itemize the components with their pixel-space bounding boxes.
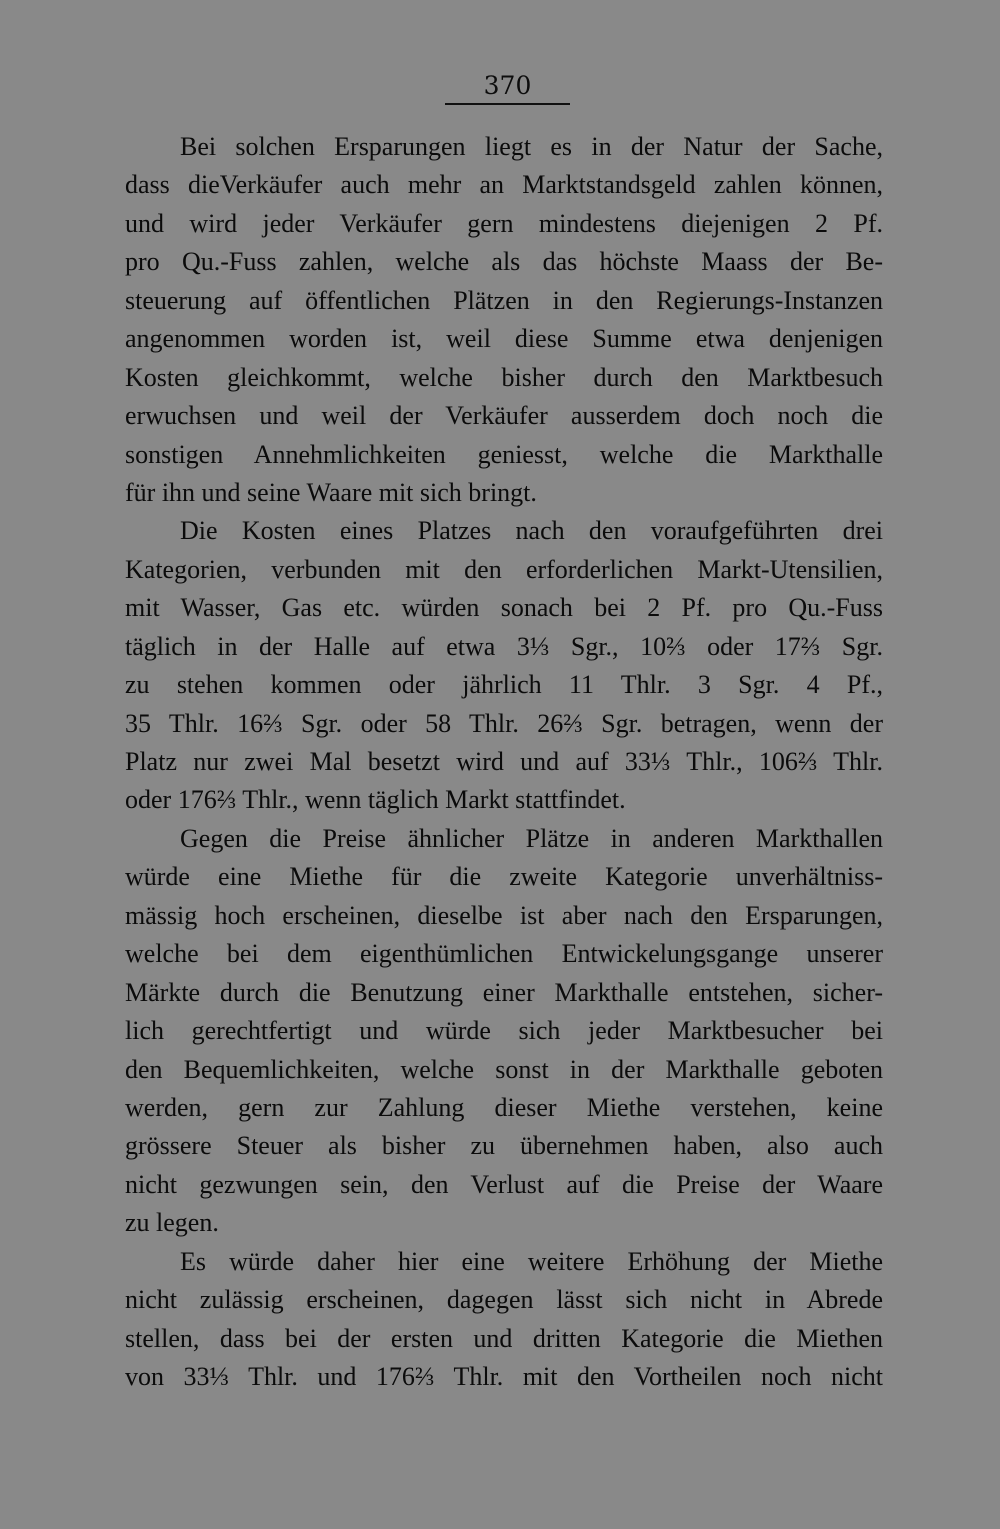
text-line: dass dieVerkäufer auch mehr an Marktstandsgeld zahlen können, <box>125 170 883 200</box>
text-line: zu stehen kommen oder jährlich 11 Thlr. 3 Sgr. 4 Pf., <box>125 670 883 700</box>
text-line: pro Qu.-Fuss zahlen, welche als das höchste Maass der Be- <box>125 247 883 277</box>
text-line: nicht zulässig erscheinen, dagegen lässt sich nicht in Abrede <box>125 1285 883 1315</box>
text-line: lich gerechtfertigt und würde sich jeder Marktbesucher bei <box>125 1016 883 1046</box>
text-line: den Bequemlichkeiten, welche sonst in der Markthalle geboten <box>125 1054 883 1084</box>
text-line: welche bei dem eigenthümlichen Entwickelungsgange unserer <box>125 939 883 969</box>
page-number: 370 <box>445 70 570 105</box>
text-line: täglich in der Halle auf etwa 3⅓ Sgr., 10⅔ oder 17⅔ Sgr. <box>125 631 883 661</box>
text-line: Platz nur zwei Mal besetzt wird und auf 33⅓ Thlr., 106⅔ Thlr. <box>125 747 883 776</box>
text-line: und wird jeder Verkäufer gern mindestens diejenigen 2 Pf. <box>125 208 883 238</box>
text-line: Märkte durch die Benutzung einer Markthalle entstehen, sicher- <box>125 977 883 1007</box>
text-line: grössere Steuer als bisher zu übernehmen haben, also auch <box>125 1131 883 1161</box>
text-line: Bei solchen Ersparungen liegt es in der Natur der Sache, <box>180 132 883 161</box>
text-line: Gegen die Preise ähnlicher Plätze in anderen Markthallen <box>180 823 883 853</box>
text-line: stellen, dass bei der ersten und dritten Kategorie die Miethen <box>125 1323 883 1353</box>
text-line: oder 176⅔ Thlr., wenn täglich Markt stattfindet. <box>125 785 626 815</box>
text-line: zu legen. <box>125 1208 219 1238</box>
text-line: von 33⅓ Thlr. und 176⅔ Thlr. mit den Vortheilen noch nicht <box>125 1362 883 1391</box>
text-line: Die Kosten eines Platzes nach den voraufgeführten drei <box>180 516 883 546</box>
text-line: Kategorien, verbunden mit den erforderlichen Markt-Utensilien, <box>125 554 883 584</box>
text-line: erwuchsen und weil der Verkäufer ausserdem doch noch die <box>125 401 883 431</box>
text-line: angenommen worden ist, weil diese Summe etwa denjenigen <box>125 324 883 354</box>
text-line: Kosten gleichkommt, welche bisher durch den Marktbesuch <box>125 362 883 392</box>
text-line: sonstigen Annehmlichkeiten geniesst, welche die Markthalle <box>125 439 883 469</box>
text-line: würde eine Miethe für die zweite Kategorie unverhältniss- <box>125 862 883 892</box>
text-line: 35 Thlr. 16⅔ Sgr. oder 58 Thlr. 26⅔ Sgr. betragen, wenn der <box>125 708 883 738</box>
text-line: werden, gern zur Zahlung dieser Miethe verstehen, keine <box>125 1092 883 1122</box>
body-text <box>125 128 883 1396</box>
text-line: steuerung auf öffentlichen Plätzen in den Regierungs-Instanzen <box>125 285 883 315</box>
text-line: mit Wasser, Gas etc. würden sonach bei 2 Pf. pro Qu.-Fuss <box>125 593 883 623</box>
text-line: mässig hoch erscheinen, dieselbe ist aber nach den Ersparungen, <box>125 900 883 930</box>
text-line: für ihn und seine Waare mit sich bringt. <box>125 477 537 507</box>
text-line: nicht gezwungen sein, den Verlust auf die Preise der Waare <box>125 1169 883 1199</box>
text-line: Es würde daher hier eine weitere Erhöhung der Miethe <box>180 1246 883 1276</box>
